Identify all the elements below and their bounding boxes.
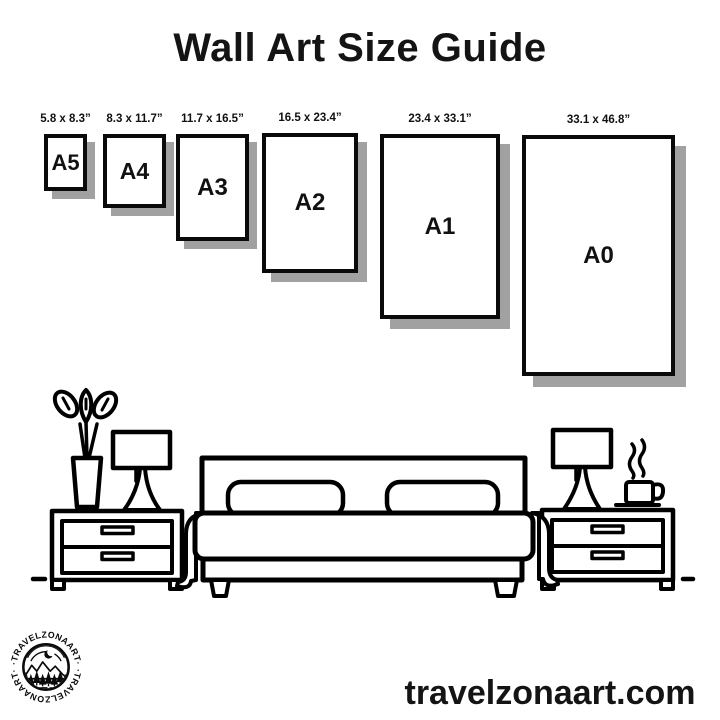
svg-text:·TRAVELZONAART·: ·TRAVELZONAART· xyxy=(8,629,84,666)
paper-rect-a2 xyxy=(262,133,358,273)
paper-rect-a4 xyxy=(103,134,166,208)
nightstand-icon xyxy=(542,510,673,589)
coffee-cup-icon xyxy=(616,440,663,505)
brand-logo-badge xyxy=(4,622,88,712)
size-dimensions-label: 33.1 x 46.8” xyxy=(566,114,631,126)
size-name: A0 xyxy=(583,241,614,269)
bedroom-illustration xyxy=(0,382,720,602)
paper-rect-a1 xyxy=(380,134,500,319)
size-dimensions-label: 23.4 x 33.1” xyxy=(408,113,472,125)
table-lamp-icon xyxy=(113,432,170,510)
size-dimensions-label: 11.7 x 16.5” xyxy=(181,113,244,125)
nightstand-icon xyxy=(52,511,182,589)
size-name: A4 xyxy=(119,157,150,184)
paper-rect-a5 xyxy=(44,134,87,191)
size-name: A3 xyxy=(197,173,228,201)
plant-vase-icon xyxy=(50,387,120,507)
size-name: A5 xyxy=(51,149,80,175)
paper-rect-a0 xyxy=(522,135,675,376)
size-dimensions-label: 16.5 x 23.4” xyxy=(278,112,342,124)
size-dimensions-label: 5.8 x 8.3” xyxy=(40,113,91,125)
size-dimensions-label: 8.3 x 11.7” xyxy=(106,113,163,125)
paper-rect-a3 xyxy=(176,134,249,241)
page-title: Wall Art Size Guide xyxy=(173,26,547,70)
svg-text:·TRAVELZONAART·: ·TRAVELZONAART· xyxy=(8,668,84,705)
size-name: A2 xyxy=(294,189,326,216)
size-name: A1 xyxy=(424,212,456,240)
bed-icon xyxy=(177,458,558,596)
website-url: travelzonaart.com xyxy=(404,674,696,712)
table-lamp-icon xyxy=(553,430,611,509)
